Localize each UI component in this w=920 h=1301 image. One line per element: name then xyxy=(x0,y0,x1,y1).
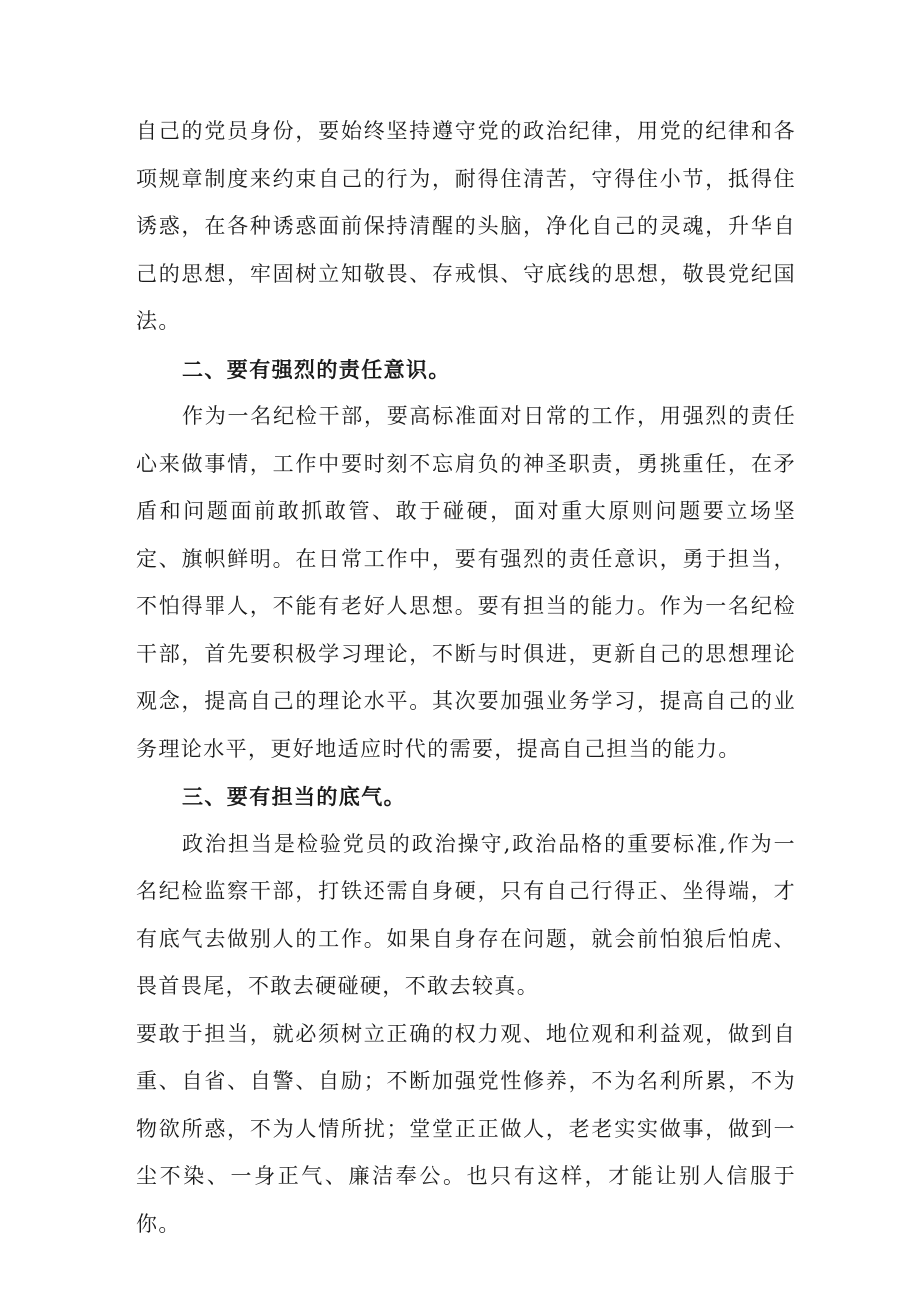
section-heading-3: 三、要有担当的底气。 xyxy=(182,784,406,809)
body-paragraph-2: 作为一名纪检干部，要高标准面对日常的工作，用强烈的责任心来做事情，工作中要时刻不忘肩负的神圣职责，勇挑重任，在矛盾和问题面前敢抓敢管、敢于碰硬，面对重大原则问题要立场坚定、旗帜鲜明。在日常工作中，要有强烈的责任意识，勇于担当，不怕得罪人，不能有老好人思想。要有担当的能力。作为一名纪检干部，首先要积极学习理论，不断与时俱进，更新自己的思想理论观念，提高自己的理论水平。其次要加强业务学习，提高自己的业务理论水平，更好地适应时代的需要，提高自己担当的能力。 xyxy=(136,404,796,761)
body-paragraph-1: 自己的党员身份，要始终坚持遵守党的政治纪律，用党的纪律和各项规章制度来约束自己的行为，耐得住清苦，守得住小节，抵得住诱惑，在各种诱惑面前保持清醒的头脑，净化自己的灵魂，升华自己的思想，牢固树立知敬畏、存戒惧、守底线的思想，敬畏党纪国法。 xyxy=(136,119,796,333)
section-heading-2: 二、要有强烈的责任意识。 xyxy=(182,356,451,382)
body-paragraph-4: 要敢于担当，就必须树立正确的权力观、地位观和利益观，做到自重、自省、自警、自励；不断加强党性修养，不为名利所累，不为物欲所惑，不为人情所扰；堂堂正正做人，老老实实做事，做到一尘不染、一身正气、廉洁奉公。也只有这样，才能让别人信服于你。 xyxy=(136,1021,796,1236)
body-paragraph-3: 政治担当是检验党员的政治操守,政治品格的重要标准,作为一名纪检监察干部，打铁还需自身硬，只有自己行得正、坐得端，才有底气去做别人的工作。如果自身存在问题，就会前怕狼后怕虎、畏首畏尾，不敢去硬碰硬，不敢去较真。 xyxy=(136,831,796,998)
document-page xyxy=(136,108,796,1248)
